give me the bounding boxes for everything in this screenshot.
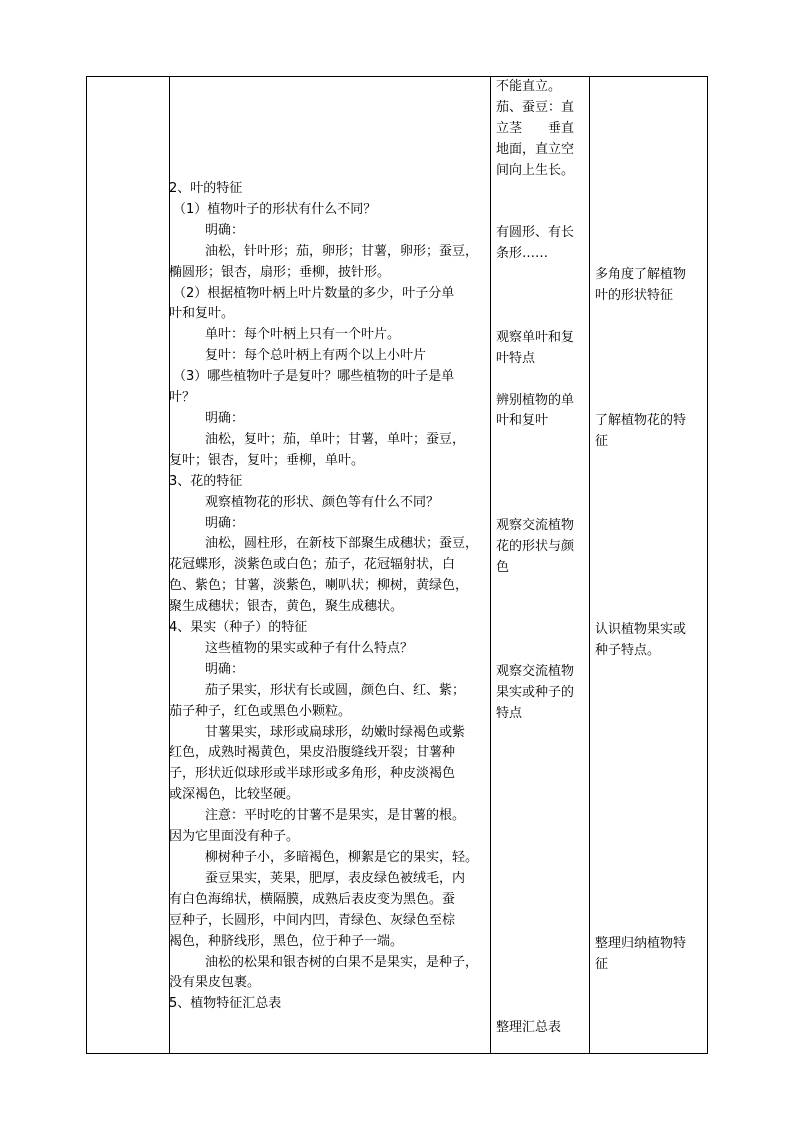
answer-label: 明确：: [205, 410, 245, 426]
activity-line: 有圆形、有长: [496, 225, 575, 241]
question: （2）根据植物叶柄上叶片数量的多少，叶子分单: [173, 285, 455, 301]
activity-line: 观察交流植物: [496, 517, 575, 533]
content-line: 褐色，种脐线形，黑色，位于种子一端。: [169, 933, 404, 949]
design-intent-cell: [595, 265, 705, 976]
content-line: 或深褐色，比较坚硬。: [169, 787, 300, 803]
content-line: 椭圆形；银杏，扇形；垂柳，披针形。: [169, 264, 391, 280]
content-line: 油松的松果和银杏树的白果不是果实，是种子，: [205, 954, 479, 970]
note-line: 因为它里面没有种子。: [169, 829, 300, 845]
intent-line: 整理归纳植物特: [595, 935, 687, 951]
column-divider: [589, 77, 590, 1053]
intent-line: 多角度了解植物: [595, 267, 687, 282]
intent-line: 征: [595, 956, 609, 972]
activity-line: 立茎 垂直: [496, 120, 575, 136]
content-line: 单叶：每个叶柄上只有一个叶片。: [205, 327, 401, 343]
content-line: 豆种子，长圆形，中间内凹，青绿色、灰绿色至棕: [169, 912, 456, 928]
activity-line: 辨别植物的单: [496, 392, 575, 408]
activity-line: 观察交流植物: [496, 664, 575, 680]
column-divider: [490, 77, 491, 1053]
activity-line: 地面，直立空: [496, 141, 575, 157]
activity-line: 观察单叶和复: [496, 329, 575, 345]
content-line: 叶和复叶。: [169, 306, 235, 322]
content-line: 没有果皮包裹。: [169, 975, 261, 991]
activity-line: 不能直立。: [496, 79, 562, 94]
content-line: 蚕豆果实，荚果，肥厚，表皮绿色被绒毛，内: [205, 870, 466, 886]
intent-line: 认识植物果实或: [595, 622, 687, 638]
activity-line: 间向上生长。: [496, 162, 575, 178]
content-line: 茄子果实，形状有长或圆，颜色白、红、紫；: [205, 682, 466, 698]
intent-line: 征: [595, 434, 609, 450]
content-line: 油松，针叶形；茄，卵形；甘薯，卵形；蚕豆，: [205, 243, 479, 259]
answer-label: 明确：: [205, 222, 245, 238]
content-line: 叶？: [169, 390, 196, 406]
lesson-plan-table: [86, 76, 708, 1054]
activity-line: 叶特点: [496, 350, 536, 366]
activity-line: 叶和复叶: [496, 413, 549, 429]
content-line: 油松，圆柱形，在新枝下部聚生成穗状；蚕豆，: [205, 536, 479, 552]
content-line: 复叶；银杏，复叶；垂柳，单叶。: [169, 452, 365, 468]
teaching-content-cell: [169, 179, 489, 1015]
section-heading: 4、果实（种子）的特征: [169, 620, 308, 636]
answer-label: 明确：: [205, 515, 245, 531]
question: （3）哪些植物叶子是复叶？哪些植物的叶子是单: [173, 369, 455, 385]
note-line: 注意：平时吃的甘薯不是果实，是甘薯的根。: [205, 808, 466, 824]
activity-line: 整理汇总表: [496, 1019, 562, 1035]
answer-label: 明确：: [205, 661, 245, 677]
intent-line: 种子特点。: [595, 643, 661, 659]
intent-line: 了解植物花的特: [595, 413, 687, 429]
activity-line: 条形……: [496, 246, 549, 262]
content-line: 子，形状近似球形或半球形或多角形，种皮淡褐色: [169, 766, 456, 782]
section-heading: 2、叶的特征: [169, 181, 243, 196]
student-activity-cell: [496, 77, 588, 1038]
intent-line: 叶的形状特征: [595, 287, 674, 303]
activity-line: 色: [496, 559, 510, 575]
question: （1）植物叶子的形状有什么不同？: [173, 201, 377, 217]
content-line: 花冠蝶形，淡紫色或白色；茄子，花冠辐射状，白: [169, 557, 456, 573]
section-heading: 5、植物特征汇总表: [169, 996, 282, 1012]
content-line: 复叶：每个总叶柄上有两个以上小叶片: [205, 348, 427, 364]
content-line: 茄子种子，红色或黑色小颗粒。: [169, 703, 352, 719]
question: 这些植物的果实或种子有什么特点？: [205, 640, 414, 656]
activity-line: 果实或种子的: [496, 685, 575, 701]
content-line: 聚生成穗状；银杏，黄色，聚生成穗状。: [169, 599, 404, 615]
content-line: 甘薯果实，球形或扁球形，幼嫩时绿褐色或紫: [205, 724, 466, 740]
content-line: 柳树种子小，多暗褐色，柳絮是它的果实，轻。: [205, 850, 479, 865]
activity-line: 茄、蚕豆：直: [496, 99, 575, 115]
content-line: 油松，复叶；茄，单叶；甘薯，单叶；蚕豆，: [205, 431, 466, 447]
activity-line: 特点: [496, 706, 523, 722]
content-line: 有白色海绵状，横隔膜，成熟后表皮变为黑色。蚕: [169, 891, 456, 907]
content-line: 红色，成熟时褐黄色，果皮沿腹缝线开裂；甘薯种: [169, 745, 456, 761]
question: 观察植物花的形状、颜色等有什么不同？: [205, 494, 440, 510]
content-line: 色、紫色；甘薯，淡紫色，喇叭状；柳树，黄绿色，: [169, 578, 469, 594]
section-heading: 3、花的特征: [169, 473, 243, 489]
activity-line: 花的形状与颜: [496, 538, 575, 554]
